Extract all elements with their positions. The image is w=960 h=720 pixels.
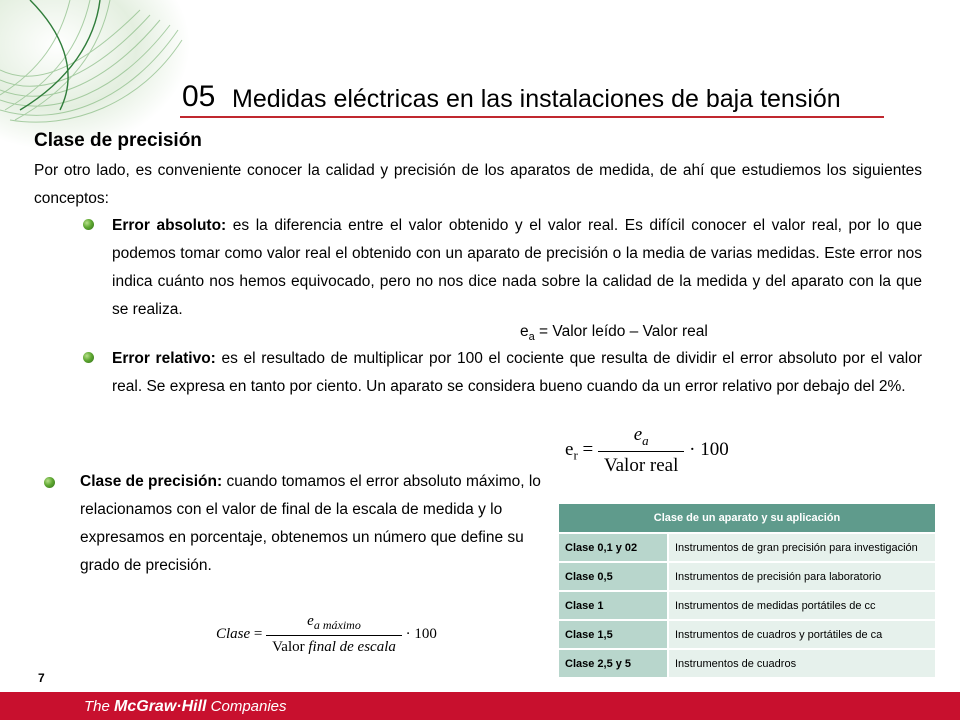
table-cell-aplicacion: Instrumentos de gran precisión para investigación (669, 534, 935, 561)
error-absoluto-paragraph (112, 212, 922, 324)
section-heading: Clase de precisión (34, 130, 202, 151)
formula-symbol: e (520, 323, 529, 340)
formula-equals: = (577, 438, 594, 460)
logo-companies: Companies (206, 698, 287, 715)
bullet-icon (83, 219, 94, 230)
table-row (559, 650, 935, 677)
table-cell-aplicacion: Instrumentos de cuadros (669, 650, 935, 677)
table-cell-clase: Clase 0,5 (559, 563, 669, 590)
clase-precision-text: cuando tomamos el error absoluto máximo, lo relacionamos con el valor de final de la escala de medida y lo expresamos en porcentaje, obtenemos un número que define su grado de precisión. (80, 473, 541, 574)
formula-numerator: e (633, 424, 643, 445)
formula-numerator: e (307, 613, 314, 629)
logo-the: The (84, 698, 115, 715)
formula-lhs: Clase (216, 625, 251, 642)
formula-lhs: e (565, 438, 574, 460)
formula-fraction (598, 424, 684, 477)
clase-precision-label: Clase de precisión: (80, 473, 223, 490)
error-absoluto-label: Error absoluto: (112, 217, 227, 234)
formula-factor: · 100 (405, 625, 437, 642)
formula-expression: = Valor leído – Valor real (534, 323, 708, 340)
formula-lhs-subscript: r (573, 447, 578, 463)
formula-factor: · 100 (689, 438, 729, 460)
error-relativo-label: Error relativo: (112, 350, 216, 367)
chapter-title: Medidas eléctricas en las instalaciones de baja tensión (232, 85, 841, 113)
publisher-logo (84, 697, 287, 717)
error-relativo-formula (565, 424, 729, 477)
error-absoluto-text: es la diferencia entre el valor obtenido y el valor real. Es difícil conocer el valor real, por lo que podemos tomar como valor real el obtenido con un aparato de precisión o la media de varias medidas. Este error nos indica cuánto nos hemos equivocado, pero no nos dice nada sobre la calidad de la medida y del aparato con la que se realiza. (112, 217, 922, 318)
formula-denominator: Valor real (604, 454, 679, 476)
table-cell-aplicacion: Instrumentos de cuadros y portátiles de ca (669, 621, 935, 648)
formula-numerator-subscript: a (642, 432, 649, 448)
table-cell-clase: Clase 1,5 (559, 621, 669, 648)
error-relativo-text: es el resultado de multiplicar por 100 el cociente que resulta de dividir el error absoluto por el valor real. Se expresa en tanto por ciento. Un aparato se considera bueno cuando da un error relativo por debajo del 2%. (112, 350, 922, 395)
error-relativo-paragraph (112, 345, 922, 401)
page-number: 7 (38, 671, 45, 685)
error-absoluto-formula (520, 322, 708, 347)
table-row (559, 534, 935, 561)
table-row (559, 621, 935, 648)
bullet-icon (83, 352, 94, 363)
table-row (559, 563, 935, 590)
formula-equals: = (253, 625, 263, 642)
decorative-swirl-graphic (0, 0, 190, 150)
table-cell-clase: Clase 2,5 y 5 (559, 650, 669, 677)
formula-numerator-subscript: a máximo (313, 618, 361, 632)
table-cell-aplicacion: Instrumentos de precisión para laboratorio (669, 563, 935, 590)
bullet-icon (44, 477, 55, 488)
formula-denominator-plain: Valor (272, 639, 309, 655)
table-row (559, 592, 935, 619)
intro-paragraph: Por otro lado, es conveniente conocer la calidad y precisión de los aparatos de medida, de ahí que estudiemos los siguientes conceptos: (34, 162, 922, 207)
table-cell-aplicacion: Instrumentos de medidas portátiles de cc (669, 592, 935, 619)
table-title: Clase de un aparato y su aplicación (559, 504, 935, 532)
precision-class-table (559, 502, 935, 679)
header-rule (180, 116, 884, 118)
formula-fraction (266, 613, 402, 656)
formula-subscript: a (528, 331, 535, 344)
clase-formula (216, 613, 437, 656)
table-cell-clase: Clase 0,1 y 02 (559, 534, 669, 561)
clase-precision-paragraph (80, 468, 550, 580)
logo-brand: McGraw·Hill (114, 698, 207, 715)
chapter-number: 05 (182, 80, 216, 113)
table-cell-clase: Clase 1 (559, 592, 669, 619)
formula-denominator-italic: final de escala (308, 639, 396, 655)
